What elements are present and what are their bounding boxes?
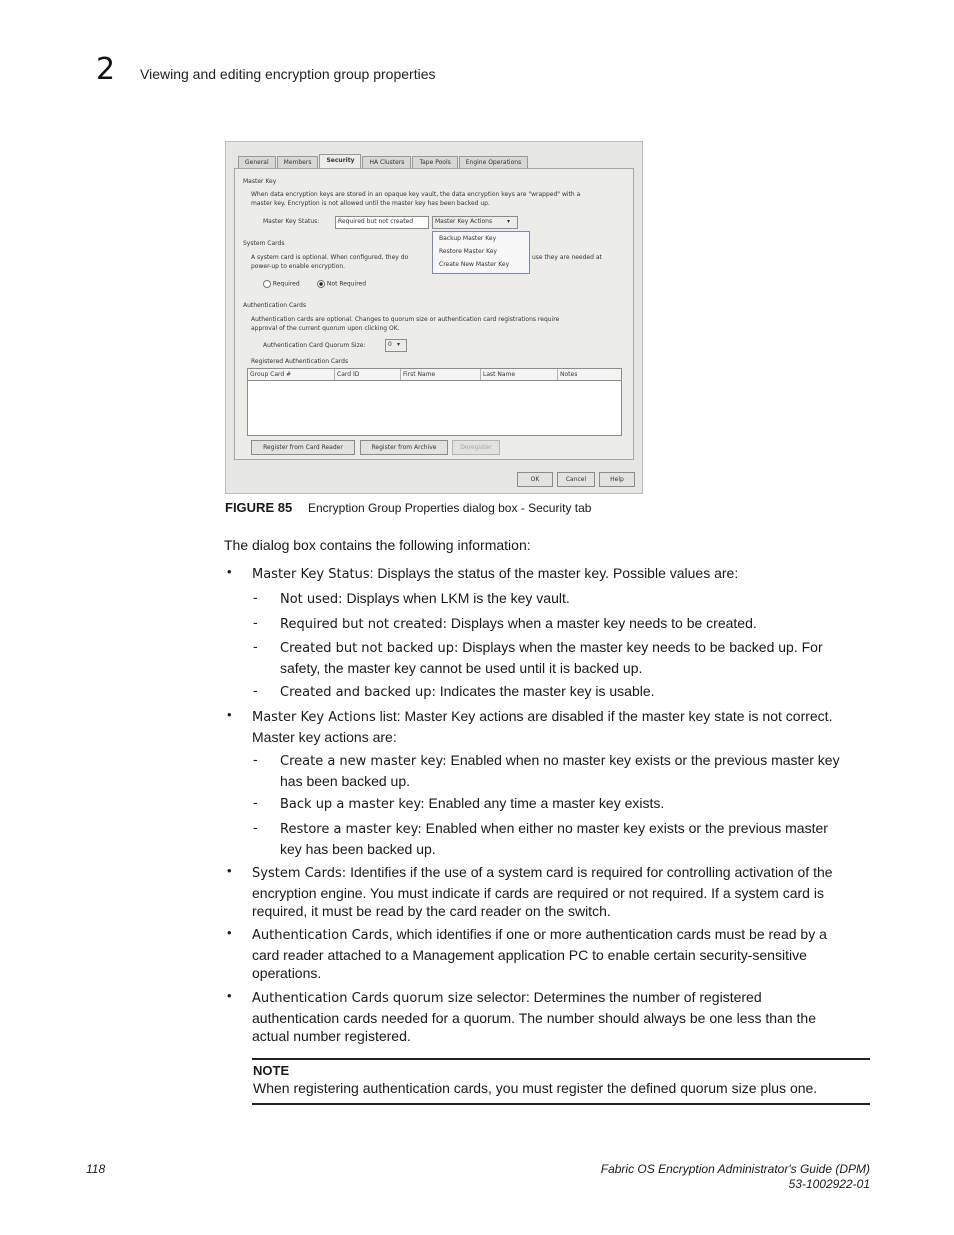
bullet-icon: • xyxy=(227,988,232,1003)
item-text-line2: safety, the master key cannot be used until it is backed up. xyxy=(280,659,643,676)
item-term: Create a new master key: xyxy=(280,754,447,769)
item-term: Required but not created: xyxy=(280,617,448,632)
auth-cards-description-1: Authentication cards are optional. Changes to quorum size or authentication card registrations require xyxy=(251,316,560,323)
item-text: list: Master Key actions are disabled if the master key state is not correct. xyxy=(375,708,833,724)
system-cards-item xyxy=(252,863,833,921)
tab-security[interactable]: Security xyxy=(319,154,361,169)
dash-icon: - xyxy=(253,794,258,810)
column-header-card-id[interactable]: Card ID xyxy=(335,369,401,380)
item-text: , which identifies if one or more authentication cards must be read by a xyxy=(388,926,827,942)
mka-back-up xyxy=(280,794,664,815)
quorum-size-select[interactable] xyxy=(385,339,407,352)
mks-value-not-used xyxy=(280,589,570,610)
dash-icon: - xyxy=(253,638,258,654)
master-key-section-label: Master Key xyxy=(243,178,277,185)
dash-icon: - xyxy=(253,614,258,630)
item-text-line2: authentication cards needed for a quorum. The number should always be one less than the xyxy=(252,1009,816,1026)
column-header-last-name[interactable]: Last Name xyxy=(481,369,558,380)
master-key-actions-item xyxy=(252,707,832,746)
tab-members[interactable]: Members xyxy=(277,156,319,169)
dash-icon: - xyxy=(253,819,258,835)
authentication-cards-item xyxy=(252,925,827,983)
deregister-button[interactable]: Deregister xyxy=(452,440,500,455)
book-title: Fabric OS Encryption Administrator's Guide (DPM) xyxy=(600,1162,870,1176)
note-title: NOTE xyxy=(253,1063,290,1078)
mks-value-created-backed-up xyxy=(280,682,655,703)
chapter-title: Viewing and editing encryption group properties xyxy=(140,66,436,82)
item-text: Indicates the master key is usable. xyxy=(435,683,655,699)
figure-label: FIGURE 85 xyxy=(225,500,293,515)
item-text: Enabled when either no master key exists or the previous master xyxy=(421,820,828,836)
column-header-group-card[interactable]: Group Card # xyxy=(248,369,335,380)
tab-engine-operations[interactable]: Engine Operations xyxy=(459,156,528,169)
item-text: Displays when a master key needs to be created. xyxy=(447,615,757,631)
menu-item-backup-master-key[interactable]: Backup Master Key xyxy=(439,235,497,242)
quorum-size-label: Authentication Card Quorum Size: xyxy=(263,342,366,349)
help-button[interactable]: Help xyxy=(599,472,635,487)
item-term: Master Key Status xyxy=(252,567,370,582)
tab-ha-clusters[interactable]: HA Clusters xyxy=(362,156,411,169)
bullet-icon: • xyxy=(227,707,232,722)
item-text-line3: actual number registered. xyxy=(252,1028,411,1045)
bullet-icon: • xyxy=(227,863,232,878)
quorum-size-value: 0 xyxy=(388,341,392,348)
item-text-line2: card reader attached to a Management application PC to enable certain security-sensitive xyxy=(252,946,807,963)
item-text-line3: required, it must be read by the card reader on the switch. xyxy=(252,903,611,920)
system-cards-section-label: System Cards xyxy=(243,240,285,247)
ok-button[interactable]: OK xyxy=(517,472,553,487)
item-term: Authentication Cards xyxy=(252,928,389,943)
item-term: Authentication Cards quorum size xyxy=(252,991,473,1006)
quorum-size-item xyxy=(252,988,816,1046)
figure-caption: Encryption Group Properties dialog box - Security tab xyxy=(308,501,592,515)
item-text: Enabled when no master key exists or the previous master key xyxy=(446,752,840,768)
dash-icon: - xyxy=(253,751,258,767)
column-header-first-name[interactable]: First Name xyxy=(401,369,481,380)
system-cards-description-1a: A system card is optional. When configured, they do xyxy=(251,254,409,261)
bullet-icon: • xyxy=(227,925,232,940)
master-key-status-field xyxy=(335,216,429,229)
item-text: Displays when the master key needs to be backed up. For xyxy=(458,639,823,655)
intro-text: The dialog box contains the following information: xyxy=(224,537,531,553)
register-from-card-reader-button[interactable]: Register from Card Reader xyxy=(251,440,355,455)
item-term: Back up a master key: xyxy=(280,797,425,812)
item-text-line2: key has been backed up. xyxy=(280,840,436,857)
security-tab-screenshot xyxy=(225,141,643,494)
column-header-notes[interactable]: Notes xyxy=(560,371,578,378)
item-text-line3: operations. xyxy=(252,965,322,982)
page-number: 118 xyxy=(86,1162,106,1176)
chevron-down-icon: ▾ xyxy=(507,218,511,225)
not-required-radio[interactable] xyxy=(317,280,325,288)
item-text: : Displays the status of the master key. Possible values are: xyxy=(369,565,739,581)
dash-icon: - xyxy=(253,682,258,698)
master-key-status-item xyxy=(252,564,738,585)
document-number: 53-1002922-01 xyxy=(788,1177,870,1191)
item-text: selector: Determines the number of registered xyxy=(472,989,762,1005)
system-cards-required-option[interactable] xyxy=(263,280,300,289)
dialog-tabs xyxy=(238,156,529,168)
item-term: Created and backed up: xyxy=(280,685,436,700)
mks-value-required-not-created xyxy=(280,614,757,635)
registered-cards-table-body[interactable] xyxy=(247,380,622,436)
master-key-status-value: Required but not created xyxy=(338,218,414,225)
system-cards-not-required-option[interactable] xyxy=(317,280,366,289)
register-from-archive-button[interactable]: Register from Archive xyxy=(360,440,448,455)
item-text-line2: encryption engine. You must indicate if cards are required or not required. If a system card is xyxy=(252,884,824,901)
tab-tape-pools[interactable]: Tape Pools xyxy=(412,156,457,169)
mka-create-new xyxy=(280,751,840,790)
master-key-actions-label: Master Key Actions xyxy=(435,218,493,225)
required-radio[interactable] xyxy=(263,280,271,288)
note-bottom-rule xyxy=(252,1103,870,1105)
chapter-number: 2 xyxy=(96,52,116,87)
dash-icon: - xyxy=(253,589,258,605)
item-term: Not used: xyxy=(280,592,343,607)
master-key-actions-dropdown[interactable] xyxy=(432,216,518,229)
master-key-actions-menu xyxy=(432,231,530,274)
cancel-button[interactable]: Cancel xyxy=(557,472,595,487)
master-key-status-label: Master Key Status: xyxy=(263,218,320,225)
item-text: Identifies if the use of a system card is required for controlling activation of the xyxy=(346,864,833,880)
item-text: Enabled any time a master key exists. xyxy=(424,795,665,811)
auth-cards-description-2: approval of the current quorum upon clicking OK. xyxy=(251,325,400,332)
mka-restore xyxy=(280,819,828,858)
not-required-label: Not Required xyxy=(326,280,367,288)
master-key-description-1: When data encryption keys are stored in an opaque key vault, the data encryption keys are "wrapped" with a xyxy=(251,191,581,198)
registered-cards-label: Registered Authentication Cards xyxy=(251,358,349,365)
item-term: Master Key Actions xyxy=(252,710,376,725)
tab-general[interactable]: General xyxy=(238,156,276,169)
mks-value-created-not-backed-up xyxy=(280,638,823,677)
note-text: When registering authentication cards, you must register the defined quorum size plus one. xyxy=(253,1080,818,1096)
item-term: Restore a master key: xyxy=(280,822,422,837)
menu-item-restore-master-key[interactable]: Restore Master Key xyxy=(439,248,497,255)
item-term: Created but not backed up: xyxy=(280,641,459,656)
master-key-description-2: master key. Encryption is not allowed until the master key has been backed up. xyxy=(251,200,490,207)
required-label: Required xyxy=(272,280,300,288)
auth-cards-section-label: Authentication Cards xyxy=(243,302,307,309)
item-term: System Cards: xyxy=(252,866,347,881)
note-top-rule xyxy=(252,1058,870,1060)
chevron-down-icon: ▾ xyxy=(397,341,401,348)
menu-item-create-new-master-key[interactable]: Create New Master Key xyxy=(439,261,510,268)
item-text-line2: Master key actions are: xyxy=(252,728,397,745)
system-cards-description-2: power-up to enable encryption. xyxy=(251,263,346,270)
item-text-line2: has been backed up. xyxy=(280,772,410,789)
system-cards-description-1b: use they are needed at xyxy=(532,254,602,261)
bullet-icon: • xyxy=(227,564,232,579)
item-text: Displays when LKM is the key vault. xyxy=(342,590,570,606)
